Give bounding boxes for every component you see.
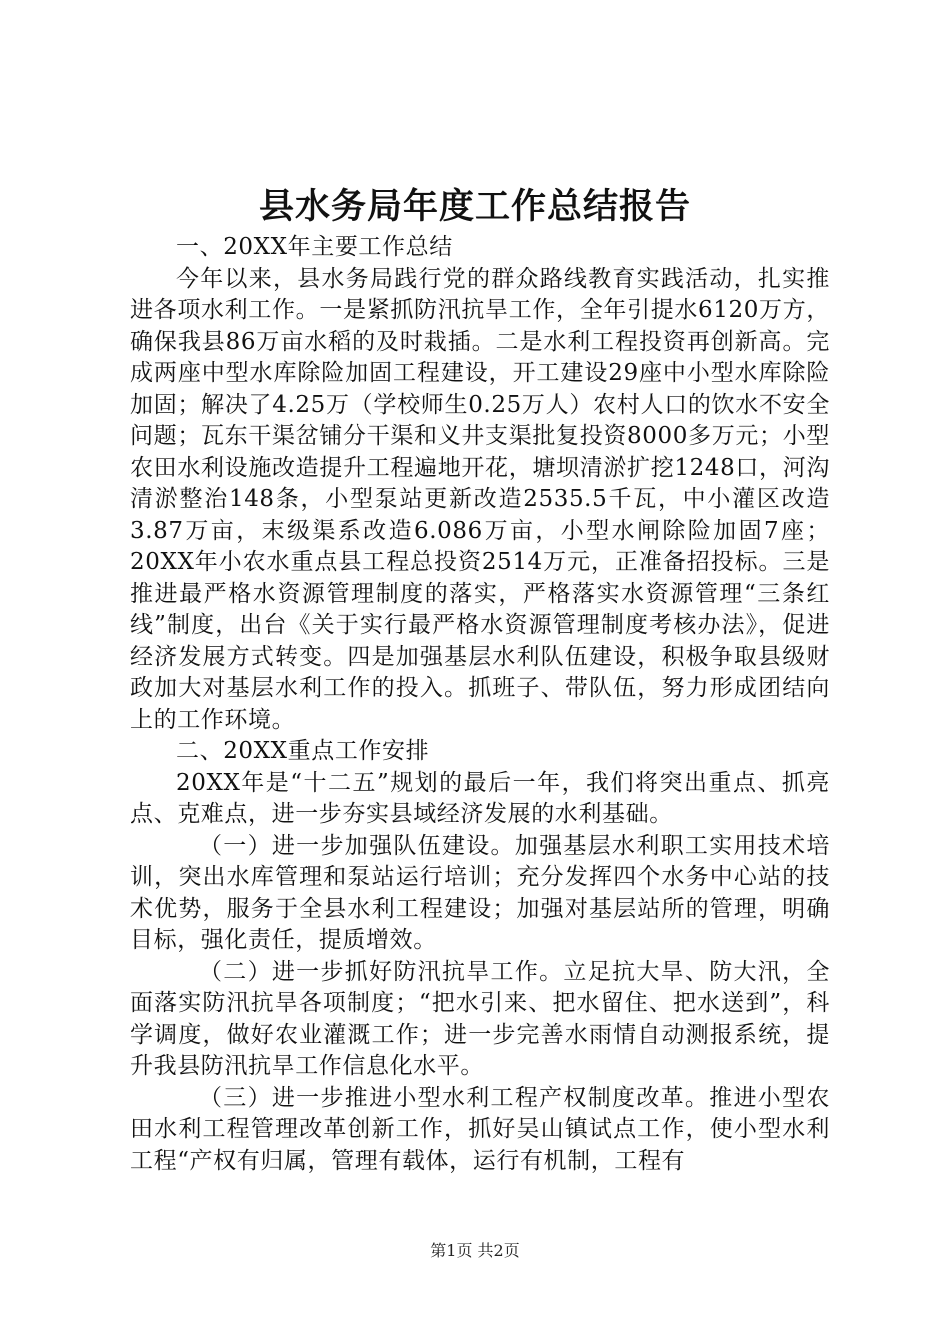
paragraph-item-1: （一）进一步加强队伍建设。加强基层水利职工实用技术培训，突出水库管理和泵站运行培训；充分发挥四个水务中心站的技术优势，服务于全县水利工程建设；加强对基层站所的管理，明确目标，强化责任，提质增效。 [130, 832, 830, 953]
paragraph-plan-intro: 20XX年是“十二五”规划的最后一年，我们将突出重点、抓亮点、克难点，进一步夯实县域经济发展的水利基础。 [130, 769, 830, 827]
section-heading-1: 一、20XX年主要工作总结 [176, 234, 453, 260]
document-title: 县水务局年度工作总结报告 [258, 186, 691, 227]
page-footer: 第1页 共2页 [430, 1241, 520, 1260]
paragraph-summary: 今年以来，县水务局践行党的群众路线教育实践活动，扎实推进各项水利工作。一是紧抓防汛抗旱工作，全年引提水6120万方，确保我县86万亩水稻的及时栽插。二是水利工程投资再创新高。完成两座中型水库除险加固工程建设，开工建设29座中小型水库除险加固；解决了4.25万（学校师生0.25万人）农村人口的饮水不安全问题；瓦东干渠岔铺分干渠和义井支渠批复投资8000多万元；小型农田水利设施改造提升工程遍地开花，塘坝清淤扩挖1248口，河沟清淤整治148条，小型泵站更新改造2535.5千瓦，中小灌区改造3.87万亩，末级渠系改造6.086万亩，小型水闸除险加固7座；20XX年小农水重点县工程总投资2514万元，正准备招投标。三是推进最严格水资源管理制度的落实，严格落实水资源管理“三条红线”制度，出台《关于实行最严格水资源管理制度考核办法》，促进经济发展方式转变。四是加强基层水利队伍建设，积极争取县级财政加大对基层水利工作的投入。抓班子、带队伍，努力形成团结向上的工作环境。 [130, 265, 830, 733]
document-body [130, 232, 830, 1177]
section-heading-2: 二、20XX重点工作安排 [176, 738, 430, 764]
paragraph-item-2: （二）进一步抓好防汛抗旱工作。立足抗大旱、防大汛，全面落实防汛抗旱各项制度；“把水引来、把水留住、把水送到”，科学调度，做好农业灌溉工作；进一步完善水雨情自动测报系统，提升我县防汛抗旱工作信息化水平。 [130, 958, 830, 1079]
paragraph-item-3: （三）进一步推进小型水利工程产权制度改革。推进小型农田水利工程管理改革创新工作，抓好吴山镇试点工作，使小型水利工程“产权有归属，管理有载体，运行有机制，工程有 [130, 1084, 830, 1174]
